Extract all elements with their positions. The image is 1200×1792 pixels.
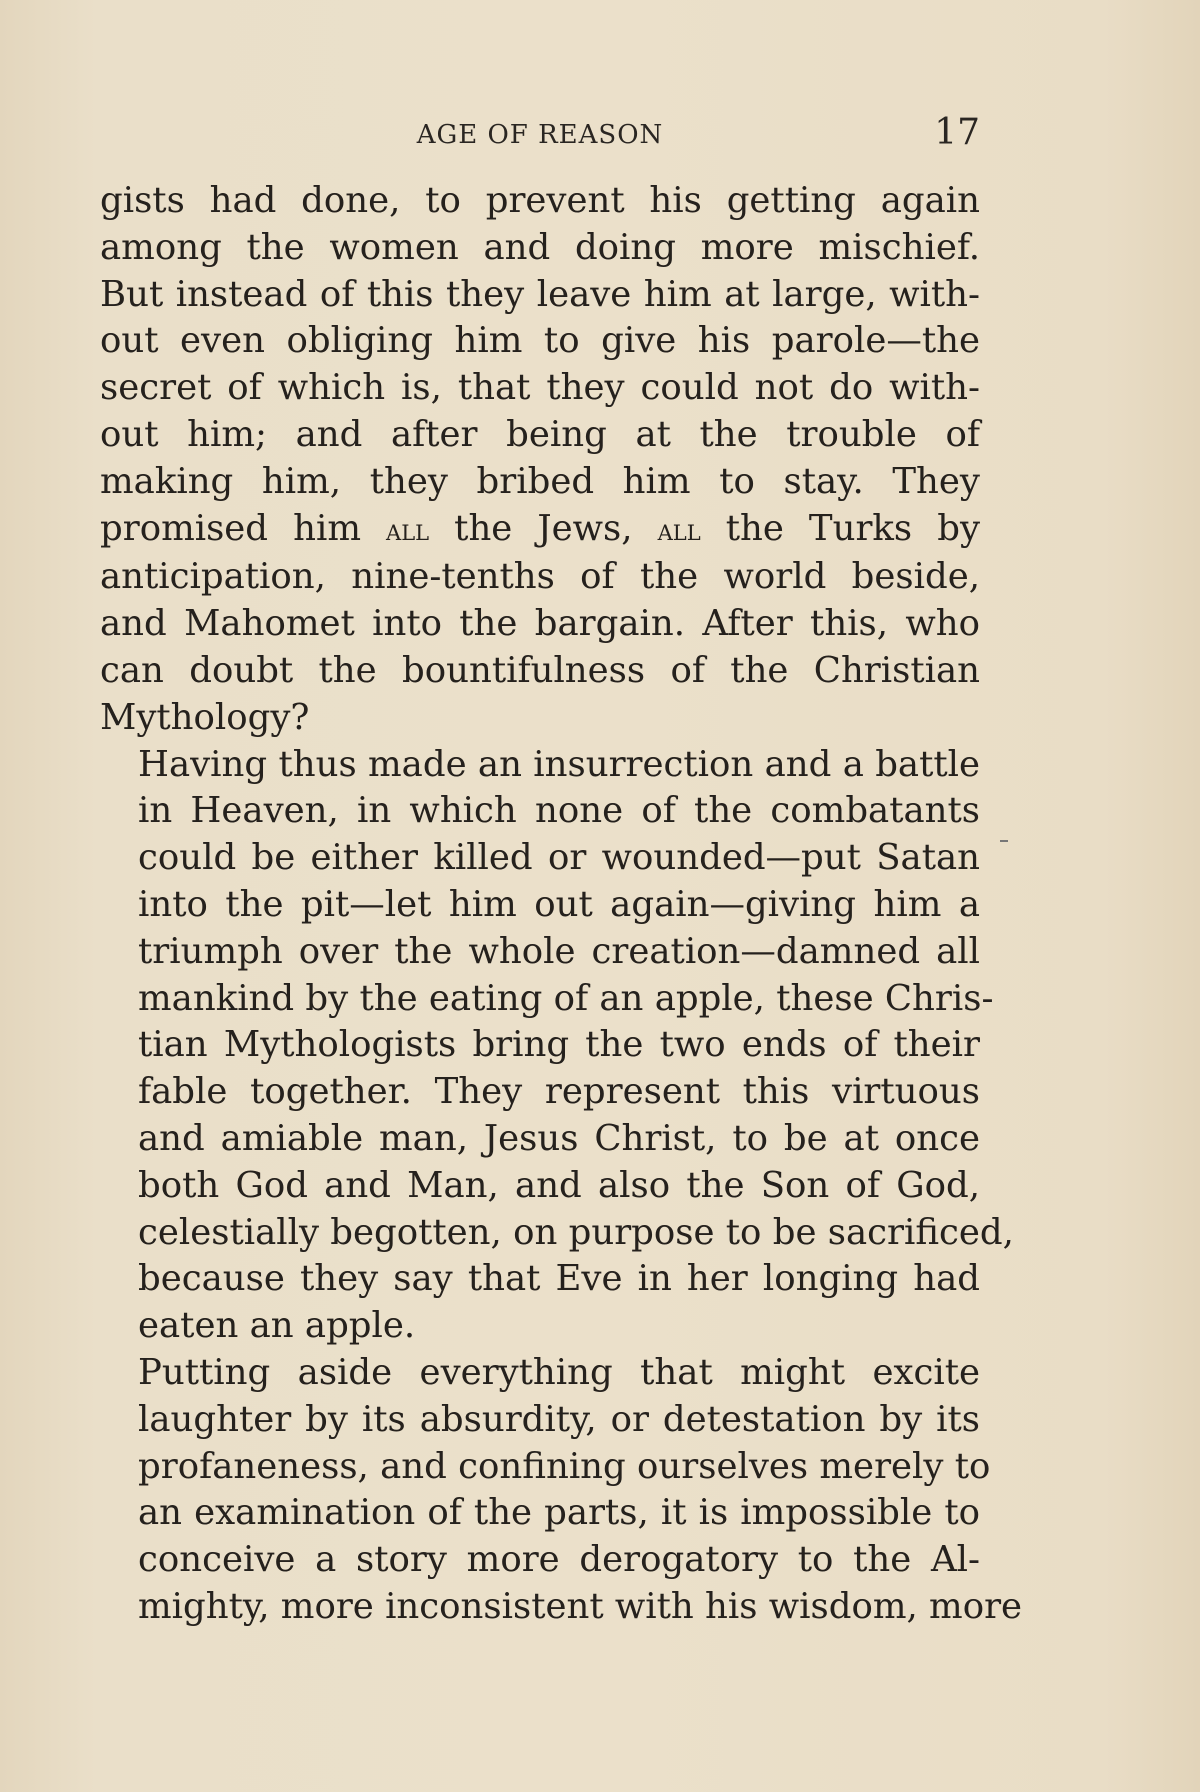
text-line: fable together. They represent this virtuous (138, 1071, 980, 1113)
text-line: Having thus made an insurrection and a battle (138, 743, 980, 785)
text-line: can doubt the bountifulness of the Christian (100, 649, 980, 691)
text-line: celestially begotten, on purpose to be sacrificed, (138, 1211, 1014, 1253)
text-line: among the women and doing more mischief. (100, 226, 980, 268)
text-line: out him; and after being at the trouble of (100, 413, 980, 455)
text-line: profaneness, and confining ourselves merely to (138, 1445, 991, 1487)
text-line: secret of which is, that they could not do with- (100, 367, 980, 409)
small-caps-word: all (386, 512, 430, 548)
text-line: both God and Man, and also the Son of God, (138, 1164, 980, 1206)
text-line: in Heaven, in which none of the combatants (138, 790, 980, 832)
page-number: 17 (934, 112, 980, 153)
text-line: mighty, more inconsistent with his wisdom, more (138, 1585, 1023, 1627)
paragraph (100, 178, 980, 742)
text-line: tian Mythologists bring the two ends of their (138, 1024, 980, 1066)
text-line: could be either killed or wounded—put Satan (138, 837, 980, 879)
text-line: promised him all the Jews, all the Turks by (100, 507, 980, 549)
text-line: mankind by the eating of an apple, these Chris- (138, 977, 994, 1019)
paragraph (100, 742, 1014, 1350)
text-line: triumph over the whole creation—damned all (138, 930, 980, 972)
text-line: out even obliging him to give his parole—the (100, 320, 980, 362)
text-line: an examination of the parts, it is impossible to (138, 1492, 980, 1534)
running-head: AGE OF REASON (416, 120, 664, 150)
text-line: laughter by its absurdity, or detestation by its (138, 1398, 980, 1440)
text-line: Mythology? (100, 696, 310, 738)
text-line: Putting aside everything that might excite (138, 1351, 980, 1393)
body-text (100, 178, 1023, 1631)
margin-mark (1000, 840, 1008, 842)
text-line: into the pit—let him out again—giving him a (138, 883, 980, 925)
text-line: conceive a story more derogatory to the Al- (138, 1539, 980, 1581)
text-line: and amiable man, Jesus Christ, to be at once (138, 1117, 980, 1159)
text-line: making him, they bribed him to stay. They (100, 460, 980, 502)
text-line: gists had done, to prevent his getting again (100, 180, 980, 221)
text-line: eaten an apple. (138, 1305, 416, 1347)
text-line: and Mahomet into the bargain. After this, who (100, 603, 980, 645)
page-header (100, 110, 980, 160)
text-line: anticipation, nine-tenths of the world beside, (100, 556, 980, 598)
small-caps-word: all (657, 512, 701, 548)
paragraph (100, 1350, 1023, 1631)
text-line: because they say that Eve in her longing had (138, 1258, 980, 1300)
text-line: But instead of this they leave him at large, with- (100, 273, 980, 315)
